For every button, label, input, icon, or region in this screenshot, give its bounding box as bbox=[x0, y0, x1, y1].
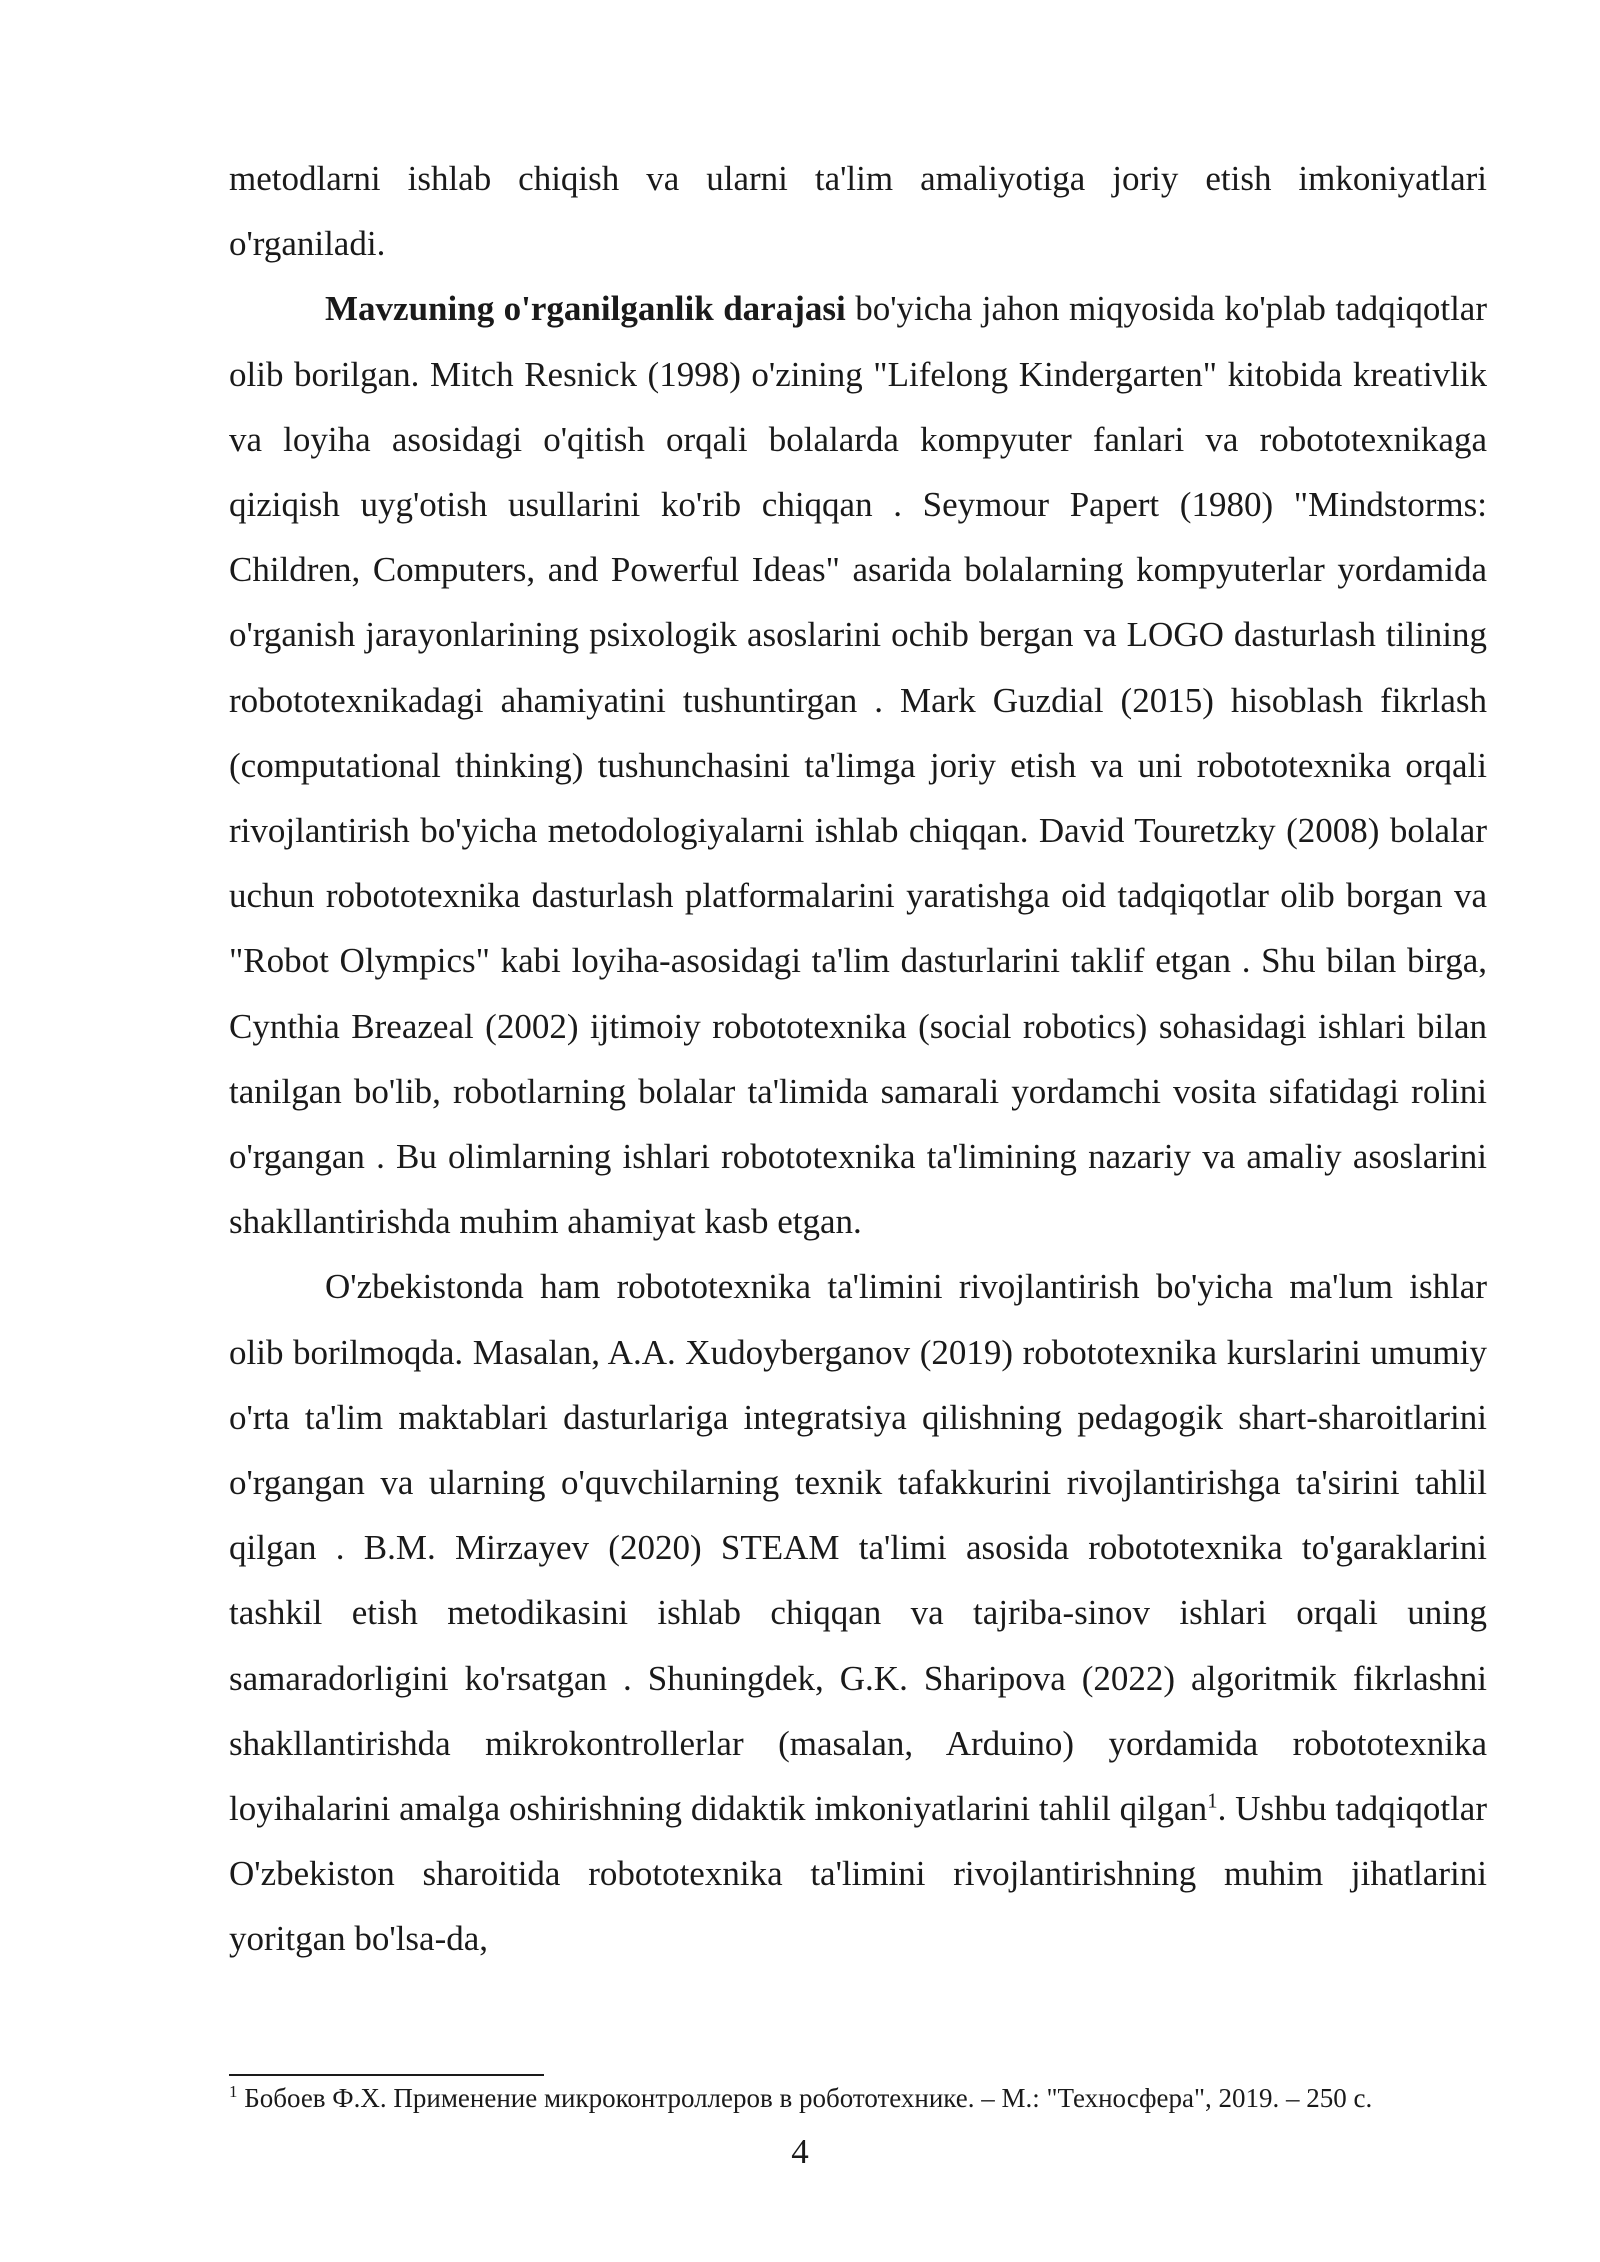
footnote bbox=[229, 2080, 1487, 2116]
paragraph-literature-review bbox=[229, 276, 1487, 1254]
paragraph-continuation bbox=[229, 146, 1487, 276]
footnote-number: 1 bbox=[229, 2082, 238, 2101]
footnote-reference[interactable]: 1 bbox=[1207, 1788, 1218, 1813]
footnote-separator bbox=[229, 2074, 544, 2076]
paragraph-bold-heading: Mavzuning o'rganilganlik darajasi bbox=[325, 289, 846, 329]
paragraph-text: O'zbekistonda ham robototexnika ta'limini rivojlantirish bo'yicha ma'lum ishlar olib borilmoqda. Masalan, A.A. Xudoyberganov (2019) robototexnika kurslarini umumiy o'rta ta'lim maktablari dasturlariga integratsiya qilishning pedagogik shart-sharoitlarini o'rgangan va ularning o'quvchilarning texnik tafakkurini rivojlantirishga ta'sirini tahlil qilgan . B.M. Mirzayev (2020) STEAM ta'limi asosida robototexnika to'garaklarini tashkil etish metodikasini ishlab chiqqan va tajriba-sinov ishlari orqali uning samaradorligini ko'rsatgan . Shuningdek, G.K. Sharipova (2022) algoritmik fikrlashni shakllantirishda mikrokontrollerlar (masalan, Arduino) yordamida robototexnika loyihalarini amalga oshirishning didaktik imkoniyatlarini tahlil qilgan bbox=[229, 1267, 1487, 1829]
paragraph-text-continued: . Ushbu tadqiqotlar O'zbekiston sharoitida robototexnika ta'limini rivojlantirishning muhim jihatlarini yoritgan bo'lsa-da, bbox=[229, 1789, 1487, 1959]
paragraph-text: metodlarni ishlab chiqish va ularni ta'lim amaliyotiga joriy etish imkoniyatlari o'rganiladi. bbox=[229, 159, 1487, 264]
page-number: 4 bbox=[791, 2132, 809, 2171]
document-body bbox=[229, 146, 1487, 1972]
paragraph-text: bo'yicha jahon miqyosida ko'plab tadqiqotlar olib borilgan. Mitch Resnick (1998) o'zining "Lifelong Kindergarten" kitobida kreativlik va loyiha asosidagi o'qitish orqali bolalarda kompyuter fanlari va robototexnikaga qiziqish uyg'otish usullarini ko'rib chiqqan . Seymour Papert (1980) "Mindstorms: Children, Computers, and Powerful Ideas" asarida bolalarning kompyuterlar yordamida o'rganish jarayonlarining psixologik asoslarini ochib bergan va LOGO dasturlash tilining robototexnikadagi ahamiyatini tushuntirgan . Mark Guzdial (2015) hisoblash fikrlash (computational thinking) tushunchasini ta'limga joriy etish va uni robototexnika orqali rivojlantirish bo'yicha metodologiyalarni ishlab chiqqan. David Touretzky (2008) bolalar uchun robototexnika dasturlash platformalarini yaratishga oid tadqiqotlar olib borgan va "Robot Olympics" kabi loyiha-asosidagi ta'lim dasturlarini taklif etgan . Shu bilan birga, Cynthia Breazeal (2002) ijtimoiy robototexnika (social robotics) sohasidagi ishlari bilan tanilgan bo'lib, robotlarning bolalar ta'limida samarali yordamchi vosita sifatidagi rolini o'rgangan . Bu olimlarning ishlari robototexnika ta'limining nazariy va amaliy asoslarini shakllantirishda muhim ahamiyat kasb etgan. bbox=[229, 289, 1488, 1242]
paragraph-uzbekistan-research bbox=[229, 1254, 1487, 1971]
footnote-text: Бобоев Ф.Х. Применение микроконтроллеров в робототехнике. – М.: "Техносфера", 2019. – 250 с. bbox=[237, 2083, 1373, 2113]
